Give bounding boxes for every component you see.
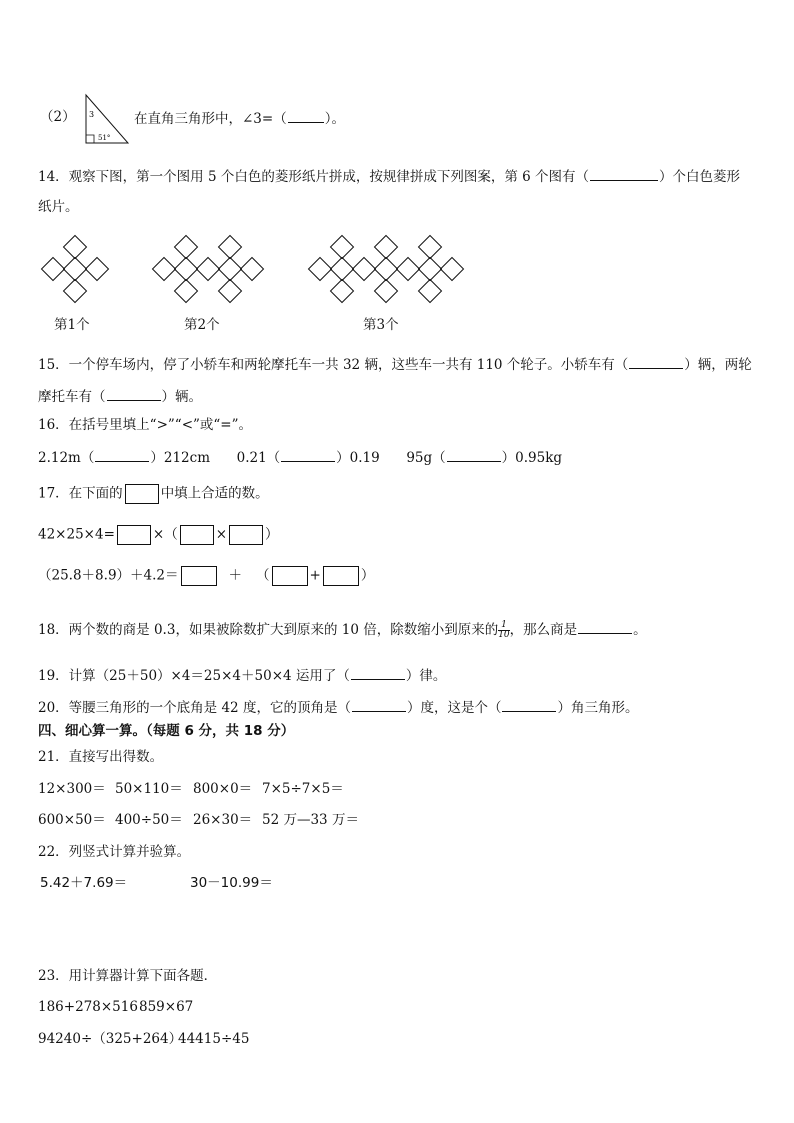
- q23-item: 94240÷（325+264）: [38, 1031, 183, 1047]
- white-rhombus-tile: [64, 280, 87, 303]
- sample-box: [125, 484, 159, 504]
- answer-blank[interactable]: [352, 697, 406, 712]
- white-rhombus-tile: [419, 280, 442, 303]
- white-rhombus-tile: [42, 258, 65, 281]
- white-rhombus-tile: [241, 258, 264, 281]
- white-rhombus-tile: [219, 258, 242, 281]
- white-rhombus-tile: [86, 258, 109, 281]
- answer-blank[interactable]: [447, 447, 501, 462]
- q23-item: 859×67: [139, 999, 194, 1015]
- answer-blank[interactable]: [281, 447, 335, 462]
- answer-box[interactable]: [323, 566, 359, 586]
- q13-text: 在直角三角形中，∠3=（ ）。: [134, 108, 345, 128]
- q21-row2-item: 600×50＝: [38, 812, 106, 828]
- q23-item: 186+278×516: [38, 999, 138, 1015]
- q22-item: 5.42＋7.69＝: [40, 875, 128, 891]
- answer-blank[interactable]: [578, 619, 632, 634]
- white-rhombus-tile: [175, 258, 198, 281]
- white-rhombus-tile: [397, 258, 420, 281]
- q17-title: 17．在下面的 中填上合适的数。: [38, 484, 269, 504]
- q18-text: 18．两个数的商是 0.3，如果被除数扩大到原来的 10 倍，除数缩小到原来的 $\frac{1}{10}$ ，那么商是 。: [38, 620, 647, 640]
- white-rhombus-tile: [175, 280, 198, 303]
- answer-box[interactable]: [272, 566, 308, 586]
- section-4-heading: 四、细心算一算。（每题 6 分，共 18 分）: [38, 723, 295, 739]
- white-rhombus-tile: [375, 258, 398, 281]
- q14-line2: 纸片。: [38, 199, 79, 215]
- white-rhombus-tile: [375, 236, 398, 259]
- q16-items: 2.12m（ ）212cm 0.21（ ）0.19 95g（ ）0.95kg: [38, 447, 562, 467]
- triangle-degree-label: 51°: [98, 134, 111, 142]
- white-rhombus-tile: [419, 258, 442, 281]
- q15-line2: 摩托车有（ ）辆。: [38, 386, 202, 406]
- q21-row2-item: 26×30＝: [193, 812, 253, 828]
- q21-row2-item: 400÷50＝: [115, 812, 183, 828]
- answer-box[interactable]: [117, 525, 151, 545]
- q17-row1: 42×25×4= ×（ × ）: [38, 525, 279, 545]
- answer-blank[interactable]: [95, 447, 149, 462]
- q17-row2: （25.8＋8.9）＋4.2＝ ＋ （ + ）: [38, 566, 374, 586]
- answer-blank[interactable]: [629, 354, 683, 369]
- white-rhombus-tile: [331, 236, 354, 259]
- white-rhombus-tile: [419, 236, 442, 259]
- q23-title: 23．用计算器计算下面各题．: [38, 968, 218, 984]
- white-rhombus-tile: [175, 236, 198, 259]
- q23-item: 44415÷45: [178, 1031, 250, 1047]
- white-rhombus-tile: [153, 258, 176, 281]
- triangle-angle-3-label: 3: [89, 110, 95, 119]
- q14-caption-2: 第2个: [184, 317, 220, 333]
- q21-row1-item: 50×110＝: [115, 781, 183, 797]
- q16-title: 16．在括号里填上“>”“<”或“=”。: [38, 417, 253, 433]
- rhombus-pattern-figures: [0, 232, 794, 312]
- answer-blank[interactable]: [288, 108, 324, 123]
- white-rhombus-tile: [64, 258, 87, 281]
- white-rhombus-tile: [331, 258, 354, 281]
- white-rhombus-tile: [331, 280, 354, 303]
- q21-row1-item: 800×0＝: [193, 781, 253, 797]
- q13-label: （2）: [40, 109, 76, 125]
- q22-title: 22．列竖式计算并验算。: [38, 844, 191, 860]
- answer-blank[interactable]: [351, 665, 405, 680]
- q14-line1: 14．观察下图，第一个图用 5 个白色的菱形纸片拼成，按规律拼成下列图案，第 6 个图有（ ）个白色菱形: [38, 166, 740, 186]
- q14-caption-1: 第1个: [54, 317, 90, 333]
- answer-box[interactable]: [181, 566, 217, 586]
- answer-blank[interactable]: [502, 697, 556, 712]
- white-rhombus-tile: [353, 258, 376, 281]
- answer-blank[interactable]: [590, 166, 658, 181]
- q21-row1-item: 12×300＝: [38, 781, 106, 797]
- white-rhombus-tile: [197, 258, 220, 281]
- pattern-figure-2: [153, 236, 264, 303]
- pattern-figure-3: [309, 236, 464, 303]
- right-triangle-figure: [84, 93, 130, 145]
- q21-row2-item: 52 万—33 万＝: [262, 812, 359, 828]
- q22-item: 30－10.99＝: [190, 875, 273, 891]
- answer-box[interactable]: [229, 525, 263, 545]
- answer-box[interactable]: [180, 525, 214, 545]
- white-rhombus-tile: [441, 258, 464, 281]
- answer-blank[interactable]: [107, 386, 161, 401]
- q15-line1: 15．一个停车场内，停了小轿车和两轮摩托车一共 32 辆，这些车一共有 110 个轮子。小轿车有（ ）辆，两轮: [38, 354, 752, 374]
- white-rhombus-tile: [219, 280, 242, 303]
- pattern-figure-1: [42, 236, 109, 303]
- white-rhombus-tile: [219, 236, 242, 259]
- q21-title: 21．直接写出得数。: [38, 749, 164, 765]
- white-rhombus-tile: [375, 280, 398, 303]
- q21-row1-item: 7×5÷7×5＝: [262, 781, 344, 797]
- q19-text: 19．计算（25＋50）×4＝25×4＋50×4 运用了（ ）律。: [38, 665, 446, 685]
- q14-caption-3: 第3个: [363, 317, 399, 333]
- white-rhombus-tile: [309, 258, 332, 281]
- q20-text: 20．等腰三角形的一个底角是 42 度，它的顶角是（ ）度，这是个（ ）角三角形。: [38, 697, 638, 717]
- white-rhombus-tile: [64, 236, 87, 259]
- fraction-one-tenth: $\frac{1}{10}$: [498, 620, 510, 640]
